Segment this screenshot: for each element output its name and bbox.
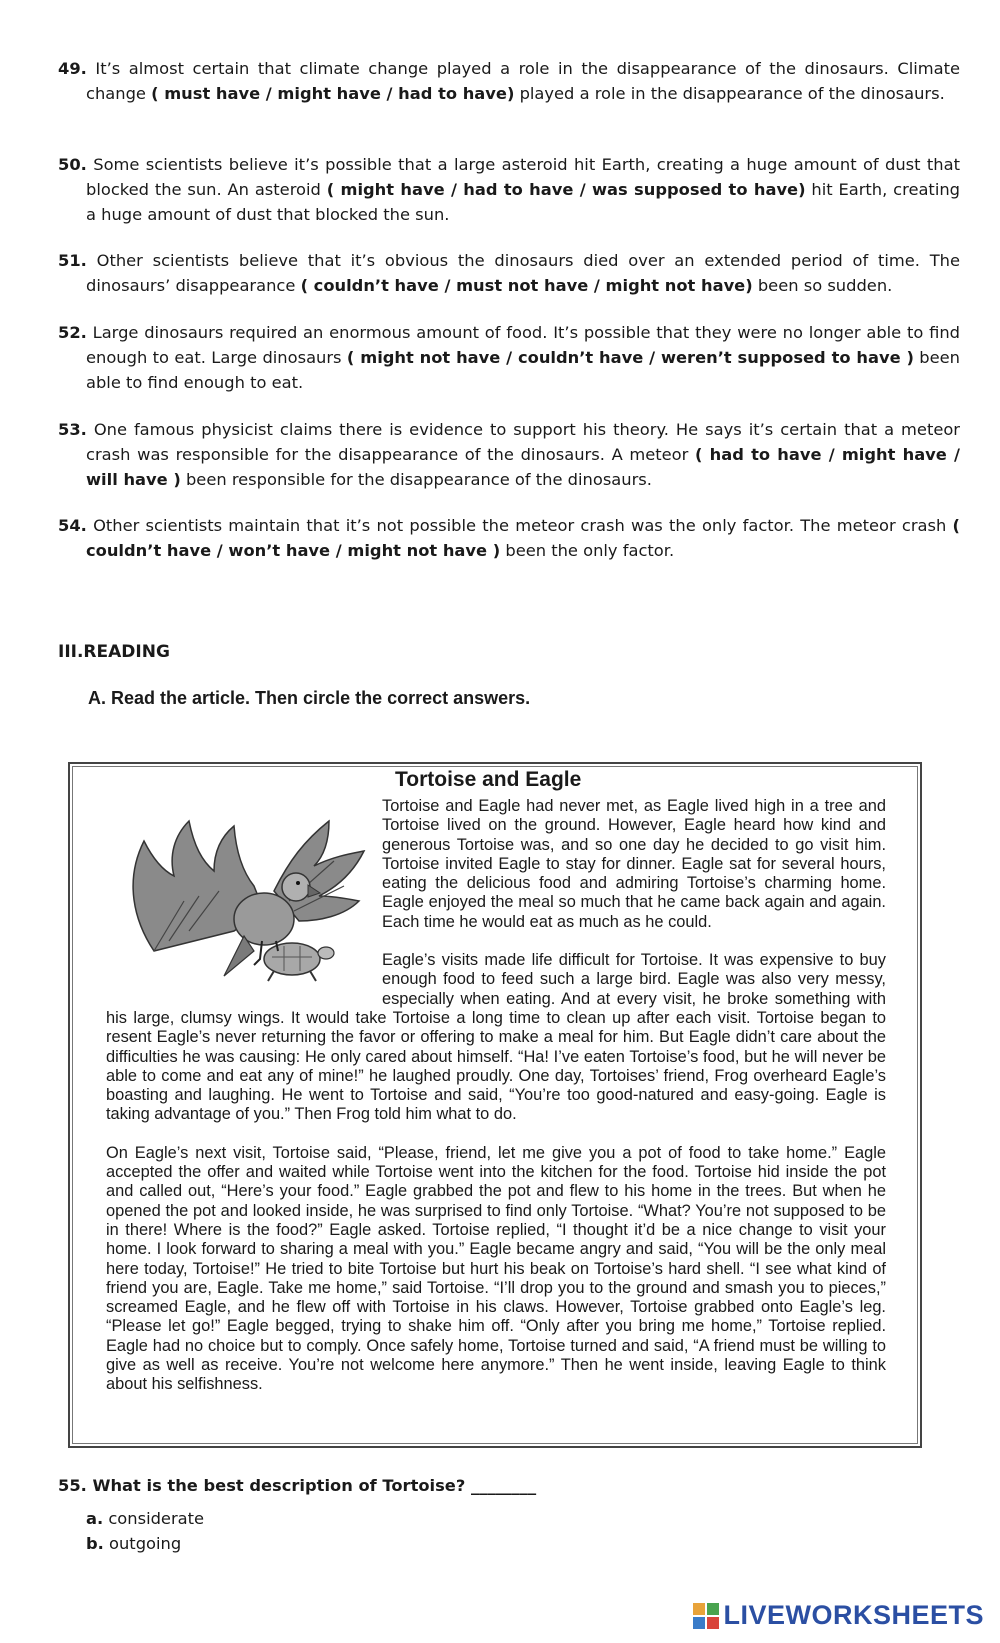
question-text: Large dinosaurs required an enormous amount of food. It’s possible that they were no longer able to find enough to eat. Large dinosaurs [86, 323, 960, 367]
logo-grid-icon [693, 1603, 719, 1629]
question-54 [58, 513, 960, 563]
question-51 [58, 248, 960, 298]
article-paragraph: Tortoise and Eagle had never met, as Eagle lived high in a tree and Tortoise lived on the ground. However, Eagle heard how kind and generous Tortoise was, and so one day he decided to go visit him. Tortoise invited Eagle to stay for dinner. Eagle sat for several hours, eating the delicious food and admiring Tortoise’s charming home. Eagle enjoyed the meal so much that he came back again and again. Each time he would eat as much as he could. [382, 797, 886, 931]
article-title: Tortoise and Eagle [395, 768, 582, 791]
answer-options[interactable]: ( might not have / couldn’t have / weren’t supposed to have ) [346, 348, 914, 367]
question-50 [58, 152, 960, 227]
question-text-end: hit Earth, creating a huge amount of dust that blocked the sun. [86, 180, 960, 224]
question-text-end: played a role in the disappearance of the dinosaurs. [514, 84, 945, 103]
question-text-end: been responsible for the disappearance of the dinosaurs. [180, 470, 652, 489]
article-paragraph: On Eagle’s next visit, Tortoise said, “Please, friend, let me give you a pot of food to take home.” Eagle accepted the offer and waited while Tortoise went into the kitchen for the food. Tortoise hid inside the pot and called out, “Here’s your food.” Eagle grabbed the pot and flew to his home in the trees. But when he opened the pot and looked inside, he was surprised to find only Tortoise. “What? You’re not supposed to be in there! Where is the food?” Eagle asked. Tortoise replied, “I thought it’d be a nice change to visit your home. I look forward to sharing a meal with you.” Eagle became angry and said, “You will be the only meal here today, Tortoise!” He tried to bite Tortoise but hurt his beak on Tortoise’s hard shell. “I see what kind of friend you are, Eagle. Take me home,” said Tortoise. “I’ll drop you to the ground and smash you to pieces,” screamed Eagle, and he flew off with Tortoise in his claws. However, Tortoise grabbed onto Eagle’s leg. “Please let go!” Eagle begged, trying to shake him off. “Only after you bring me home,” Tortoise replied. Eagle had no choice but to comply. Once safely home, Tortoise turned and said, “A friend must be willing to give as well as receive. You’re not welcome here anymore.” Then he went inside, leaving Eagle to think about his selfishness. [106, 1143, 886, 1394]
question-text: Other scientists believe that it’s obvious the dinosaurs died over an extended period of time. The dinosaurs’ disappearance [86, 251, 961, 295]
question-number: 49. [58, 59, 87, 78]
question-53 [58, 417, 960, 492]
question-number: 50. [58, 155, 87, 174]
answer-text: considerate [108, 1509, 205, 1528]
question-55: 55. What is the best description of Tortoise? ________ [58, 1476, 537, 1495]
question-52 [58, 320, 960, 395]
answer-options[interactable]: ( must have / might have / had to have) [151, 84, 515, 103]
article-paragraph: Eagle’s visits made life difficult for Tortoise. It was expensive to buy enough food to feed such a large bird. Eagle was also very messy, especially when eating. And at every visit, he broke something with his large, clumsy wings. It would take Tortoise a long time to clean up after each visit. Tortoise began to resent Eagle’s never returning the favor or offering to make a meal for him. But Eagle didn’t care about the difficulties he was causing: He only cared about himself. “Ha! I’ve eaten Tortoise’s food, but he will never be able to come and eat any of mine!” he laughed proudly. One day, Tortoises’ friend, Frog overheard Eagle’s boasting and laughing. He went to Tortoise and said, “You’re too good-natured and easy-going. Eagle is taking advantage of you.” Then Frog told him what to do. [106, 951, 886, 1124]
answer-letter: a. [86, 1509, 104, 1528]
question-text-end: been so sudden. [752, 276, 893, 295]
section-title: III.READING [58, 642, 170, 662]
answer-option-b[interactable] [86, 1534, 181, 1553]
answer-letter: b. [86, 1534, 104, 1553]
question-text: Some scientists believe it’s possible that a large asteroid hit Earth, creating a huge amount of dust that blocked the sun. An asteroid [86, 155, 960, 199]
answer-text: outgoing [109, 1534, 182, 1553]
question-text: One famous physicist claims there is evidence to support his theory. He says it’s certain that a meteor crash was responsible for the disappearance of the dinosaurs. A meteor [86, 420, 960, 464]
question-number: 52. [58, 323, 87, 342]
question-text-end: been the only factor. [500, 541, 675, 560]
answer-options[interactable]: ( couldn’t have / must not have / might not have) [300, 276, 753, 295]
section-instruction: A. Read the article. Then circle the correct answers. [88, 688, 531, 708]
answer-options[interactable]: ( might have / had to have / was supposed to have) [326, 180, 806, 199]
liveworksheets-logo [693, 1600, 984, 1631]
answer-options[interactable]: ( had to have / might have / will have ) [86, 445, 960, 489]
question-number: 54. [58, 516, 87, 535]
question-number: 53. [58, 420, 87, 439]
question-number: 51. [58, 251, 87, 270]
answer-options[interactable]: ( couldn’t have / won’t have / might not have ) [86, 516, 960, 560]
article-box [68, 762, 922, 1448]
question-49 [58, 56, 960, 106]
brand-name: LIVEWORKSHEETS [723, 1600, 984, 1630]
question-text: Other scientists maintain that it’s not possible the meteor crash was the only factor. The meteor crash [93, 516, 953, 535]
eagle-tortoise-illustration [114, 801, 370, 989]
article-body [106, 797, 886, 1414]
question-text-end: been able to find enough to eat. [86, 348, 960, 392]
answer-option-a[interactable] [86, 1509, 204, 1528]
question-text: It’s almost certain that climate change played a role in the disappearance of the dinosaurs. Climate change [86, 59, 960, 103]
